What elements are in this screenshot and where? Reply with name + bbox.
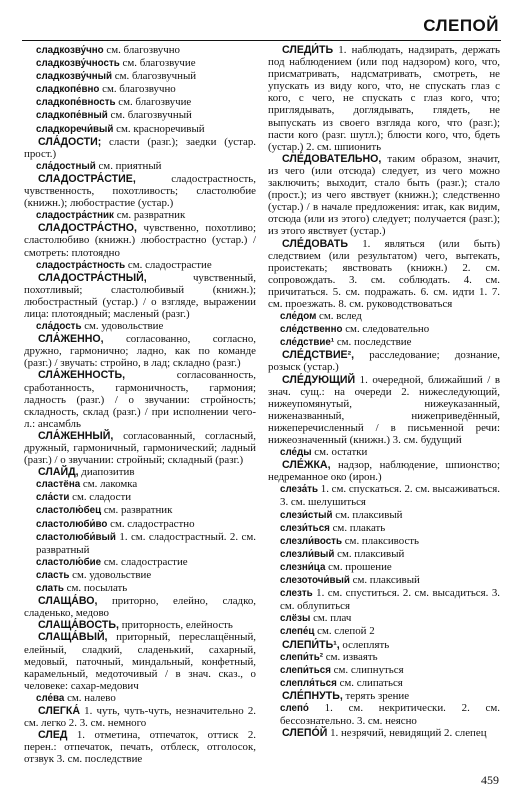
entry-definition: см. плакать	[329, 521, 386, 534]
dictionary-entry	[268, 310, 500, 323]
entry-definition: см. слепой 2	[314, 625, 375, 638]
dictionary-entry	[24, 209, 256, 222]
dictionary-entry	[24, 430, 256, 466]
entry-headword: слези́стый	[280, 509, 333, 521]
entry-headword: сла́достный	[36, 160, 96, 172]
entry-definition: см. удовольствие	[69, 568, 152, 581]
dictionary-entry	[268, 690, 500, 702]
entry-headword: сле́дствие¹	[280, 337, 335, 349]
entry-headword: СЛЕГКА́	[38, 704, 81, 717]
entry-headword: сладкозву́чный	[36, 71, 113, 83]
dictionary-entry	[268, 612, 500, 625]
entry-headword: СЛАЙД,	[38, 466, 79, 479]
dictionary-entry	[24, 491, 256, 504]
entry-headword: СЛЕДИ́ТЬ	[282, 44, 334, 56]
entry-headword: сладкопе́вный	[36, 110, 108, 122]
dictionary-entry	[24, 259, 256, 272]
dictionary-entry	[268, 664, 500, 677]
entry-definition: сласти (разг.); заедки (устар. прост.)	[24, 135, 256, 160]
dictionary-entry	[24, 70, 256, 83]
entry-definition: см. плаксивость	[342, 534, 420, 547]
page-number: 459	[481, 773, 499, 787]
dictionary-entry	[24, 478, 256, 491]
entry-headword: СЛАДОСТРА́СТНО,	[38, 222, 137, 235]
entry-headword: СЛА́ЖЕННО,	[38, 333, 104, 346]
dictionary-entry	[24, 123, 256, 136]
entry-definition: чувственно, похотливо; сластолюбиво (книжн.) любострастно (устар.) / смотреть: плотоядно	[24, 222, 256, 259]
entry-definition: согласованность, сработанность, гармоничность, гармония; ладность (разг.) / о звучании: стройность; складность, склад (разг.) / при исполнении чего-л.: ансамбль	[24, 369, 256, 430]
entry-definition: согласованно, согласно, дружно, гармонично; ладно, как по команде (разг.) / звучать: стройно, в лад; складно (разг.)	[24, 333, 256, 370]
dictionary-entry	[24, 96, 256, 109]
entry-headword: слезоточи́вый	[280, 575, 350, 587]
dictionary-entry	[268, 44, 500, 153]
entry-definition: см. благозвучно	[103, 44, 180, 56]
dictionary-entry	[268, 483, 500, 508]
entry-headword: сладкозву́чность	[36, 58, 120, 70]
entry-definition: 1. очередной, ближайший / в знач. сущ.: на очереди 2. нижеследующий, нижеупомянутый, нижеуказанный, ниженазванный, нижеприведённый, нижеперечисленный / в письменной речи: нижеозначенный (книжн.) 3. см. будущий	[268, 373, 500, 446]
dictionary-entry	[268, 574, 500, 587]
dictionary-entry	[24, 83, 256, 96]
dictionary-entry	[268, 702, 500, 727]
dictionary-entry	[268, 446, 500, 459]
dictionary-entry	[268, 336, 500, 349]
entry-definition: см. сладострастие	[125, 258, 212, 271]
entry-definition: см. благозвучно	[99, 83, 176, 96]
entry-definition: см. приятный	[95, 159, 162, 172]
entry-definition: приторно, елейно, сладко, сладенько, медово	[24, 595, 256, 620]
dictionary-entry	[268, 522, 500, 535]
entry-definition: см. лакомка	[80, 478, 138, 491]
entry-definition: см. благозвучный	[107, 109, 192, 122]
entry-definition: см. последствие	[334, 336, 412, 349]
entry-headword: СЛАЩА́ВЫЙ,	[38, 631, 108, 644]
entry-headword: сле́ды	[280, 447, 312, 459]
entry-definition: см. сладострастие	[101, 555, 188, 568]
entry-headword: сладкопе́вность	[36, 97, 116, 109]
entry-definition: 1. см. спускаться. 2. см. высаживаться. 3. см. шелушиться	[280, 483, 500, 509]
dictionary-entry	[24, 136, 256, 160]
dictionary-entry	[24, 222, 256, 258]
dictionary-entry	[268, 727, 500, 739]
entry-headword: СЛАЩА́ВОСТЬ,	[38, 619, 119, 632]
dictionary-entry	[24, 631, 256, 691]
dictionary-entry	[24, 556, 256, 569]
entry-definition: см. налево	[64, 691, 116, 704]
dictionary-entry	[24, 44, 256, 57]
dictionary-entry	[268, 677, 500, 690]
dictionary-entry	[24, 692, 256, 705]
entry-definition: 1. чуть, чуть-чуть, незначительно 2. см. легко 2. 3. см. немного	[24, 704, 256, 730]
dictionary-entry	[24, 173, 256, 209]
entry-headword: сле́дом	[280, 311, 317, 323]
entry-definition: см. сладострастно	[107, 517, 195, 530]
entry-headword: слепо́	[280, 702, 309, 714]
dictionary-entry	[24, 595, 256, 619]
entry-definition: см. плаксивый	[334, 547, 405, 560]
entry-definition: см. развратник	[113, 209, 186, 222]
entry-headword: слезли́вость	[280, 535, 342, 547]
dictionary-entry	[24, 272, 256, 320]
entry-headword: сладостра́стность	[36, 259, 126, 271]
entry-definition: приторность, елейность	[118, 619, 233, 632]
dictionary-entry	[268, 639, 500, 651]
left-column	[24, 44, 256, 765]
entry-headword: слезли́вый	[280, 548, 335, 560]
entry-headword: СЛЕ́ДУЮЩИЙ	[282, 373, 356, 386]
entry-definition: диапозитив	[78, 466, 135, 479]
dictionary-entry	[24, 518, 256, 531]
entry-headword: СЛЕ́ДОВАТЕЛЬНО,	[282, 152, 382, 165]
entry-headword: сладостра́стник	[36, 210, 114, 222]
entry-definition: см. плаксивый	[332, 508, 403, 521]
entry-definition: 1. см. спуститься. 2. см. высадиться. 3. см. облупиться	[280, 587, 500, 613]
dictionary-entry	[24, 504, 256, 517]
dictionary-entry	[24, 109, 256, 122]
entry-headword: слеза́ть	[280, 484, 319, 496]
entry-headword: СЛЕД	[38, 729, 68, 742]
entry-definition: см. сладости	[69, 491, 132, 504]
entry-headword: сладкоречи́вый	[36, 123, 114, 135]
dictionary-entry	[268, 374, 500, 447]
dictionary-entry	[24, 57, 256, 70]
entry-headword: слепи́ть²	[280, 651, 324, 663]
entry-headword: сле́дственно	[280, 324, 343, 336]
entry-definition: ослеплять	[339, 638, 390, 651]
dictionary-entry	[268, 625, 500, 638]
entry-headword: СЛЕПО́Й	[282, 727, 328, 740]
entry-definition: см. следовательно	[342, 323, 430, 336]
entry-headword: СЛАДОСТРА́СТНЫЙ,	[38, 271, 147, 284]
dictionary-entry	[268, 651, 500, 664]
entry-definition: см. плач	[310, 612, 352, 625]
entry-definition: см. посылать	[63, 582, 128, 595]
entry-definition: см. благозвучие	[119, 57, 196, 70]
entry-headword: сластолюби́вый	[36, 531, 116, 543]
entry-headword: сласть	[36, 569, 70, 581]
entry-definition: см. развратник	[101, 504, 173, 517]
dictionary-entry	[24, 466, 256, 478]
entry-headword: СЛЕ́ЖКА,	[282, 459, 331, 472]
dictionary-entry	[24, 582, 256, 595]
entry-headword: СЛАДОСТРА́СТИЕ,	[38, 172, 136, 185]
dictionary-entry	[24, 619, 256, 631]
entry-definition: см. плаксивый	[349, 574, 420, 587]
entry-definition: 1. см. некритически. 2. см. бессознательно. 3. см. неясно	[280, 701, 500, 728]
entry-headword: сла́дость	[36, 321, 82, 333]
dictionary-entry	[268, 349, 500, 373]
dictionary-entry	[268, 561, 500, 574]
dictionary-entry	[268, 587, 500, 612]
entry-definition: сладострастность, чувственность, похотливость; сластолюбие (книжн.); любострастие (устар.)	[24, 172, 256, 210]
dictionary-entry	[268, 323, 500, 336]
entry-definition: см. красноречивый	[113, 122, 205, 135]
right-column	[268, 44, 500, 739]
entry-definition: см. слипнуться	[330, 663, 404, 676]
header-rule	[22, 40, 501, 41]
entry-headword: сле́ва	[36, 692, 65, 704]
dictionary-entry	[268, 548, 500, 561]
entry-headword: сластёна	[36, 479, 81, 491]
dictionary-entry	[24, 160, 256, 173]
entry-definition: 1. отметина, отпечаток, оттиск 2. перен.: отпечаток, печать, отблеск, отголосок, отзвук 3. см. последствие	[24, 729, 256, 766]
entry-headword: сластолюби́во	[36, 518, 108, 530]
entry-headword: СЛЕ́ДОВАТЬ	[282, 237, 349, 250]
entry-definition: 1. наблюдать, надзирать, держать под наблюдением (или под надзором) кого, что, присматривать, надсматривать, смотреть, не упускать из виду кого, что, не спускать глаз с кого, с чего, не спускать с глаз кого, что; приглядывать, доглядывать, глядеть, не выпускать из своего взгляда кого, что (разг.); пасти кого (разг. шутл.); блюсти кого, что, бдеть (устар.) 2. см. шпионить	[268, 44, 500, 153]
entry-headword: сладкозву́чно	[36, 45, 104, 56]
entry-headword: СЛА́ДОСТИ;	[38, 135, 102, 148]
entry-definition: чувственный, похотливый; сластолюбивый (книжн.); любострастный (устар.) / о взгляде, выражении лица: плотоядный; масленый (разг.)	[24, 271, 256, 320]
dictionary-entry	[24, 369, 256, 429]
entry-headword: сластолю́бец	[36, 505, 102, 517]
entry-definition: надзор, наблюдение, шпионство; недреманное око (ирон.)	[268, 459, 500, 484]
entry-definition: см. благозвучие	[115, 96, 192, 109]
entry-headword: слезть	[280, 588, 313, 600]
entry-definition: приторный, переслащённый, елейный, сладкий, сладенький, сахарный, медовый, паточный, миндальный, конфетный, карамельный, медоточивый / в знач. сказ., о человеке: сахар-медович	[24, 631, 256, 692]
dictionary-entry	[24, 569, 256, 582]
entry-headword: сластолю́бие	[36, 556, 102, 568]
running-head: СЛЕПОЙ	[423, 16, 499, 35]
entry-definition: 1. являться (или быть) следствием (или результатом) чего, вытекать, проистекать; явствовать (книжн.) 2. см. сопровождать. 3. см. соблюдать. 4. см. причитаться. 5. см. подражать. 6. см. идти 1. 7. см. проезжать. 8. см. руководствоваться	[268, 237, 500, 310]
entry-headword: СЛАЩА́ВО,	[38, 595, 98, 608]
entry-definition: согласованный, согласный, дружный, гармоничный, гармонический; ладный (разг.) / о звучании: стройный; складный (разг.)	[24, 429, 256, 467]
dictionary-entry	[268, 153, 500, 238]
dictionary-entry	[268, 459, 500, 483]
entry-headword: СЛЕ́ДСТВИЕ²,	[282, 349, 355, 362]
entry-headword: слепля́ться	[280, 677, 337, 689]
dictionary-entry	[268, 535, 500, 548]
entry-headword: слези́ться	[280, 522, 330, 534]
entry-headword: слепе́ц	[280, 626, 315, 638]
entry-headword: СЛА́ЖЕННЫЙ,	[38, 429, 114, 442]
entry-definition: см. слипаться	[336, 676, 403, 689]
entry-definition: см. остатки	[311, 446, 368, 459]
entry-definition: см. благозвучный	[112, 70, 197, 83]
dictionary-entry	[24, 729, 256, 765]
entry-headword: СЛА́ЖЕННОСТЬ,	[38, 369, 126, 382]
dictionary-entry	[24, 320, 256, 333]
entry-definition: терять зрение	[342, 689, 410, 702]
entry-definition: 1. незрячий, невидящий 2. слепец	[327, 727, 487, 740]
entry-definition: см. изваять	[323, 650, 378, 663]
entry-definition: см. вслед	[316, 310, 362, 323]
entry-headword: слёзы	[280, 613, 311, 625]
entry-definition: см. прошение	[325, 560, 392, 573]
dictionary-entry	[24, 531, 256, 556]
entry-headword: слать	[36, 583, 64, 595]
entry-headword: слезни́ца	[280, 561, 326, 573]
dictionary-entry	[24, 333, 256, 369]
dictionary-entry	[268, 509, 500, 522]
dictionary-entry	[268, 238, 500, 311]
entry-definition: расследование; дознание, розыск (устар.)	[268, 349, 500, 374]
dictionary-entry	[24, 705, 256, 729]
entry-headword: СЛЕПИ́ТЬ¹,	[282, 638, 340, 651]
entry-headword: сладкопе́вно	[36, 84, 100, 96]
entry-definition: 1. см. сладострастный. 2. см. развратный	[36, 530, 256, 556]
entry-definition: см. удовольствие	[81, 320, 164, 333]
entry-definition: таким образом, значит, из чего (или отсюда) следует, из чего можно заключить; выходит, стало быть (разг.); стало (прост.); из чего явствует (книжн.); следственно (устар.) / в начале предложения: итак, как видим, отсюда (или из этого) следует; получается (разг.); из этого явствует (устар.)	[268, 152, 500, 238]
entry-headword: СЛЕ́ПНУТЬ,	[282, 689, 343, 702]
entry-headword: слепи́ться	[280, 664, 331, 676]
entry-headword: сла́сти	[36, 492, 70, 504]
